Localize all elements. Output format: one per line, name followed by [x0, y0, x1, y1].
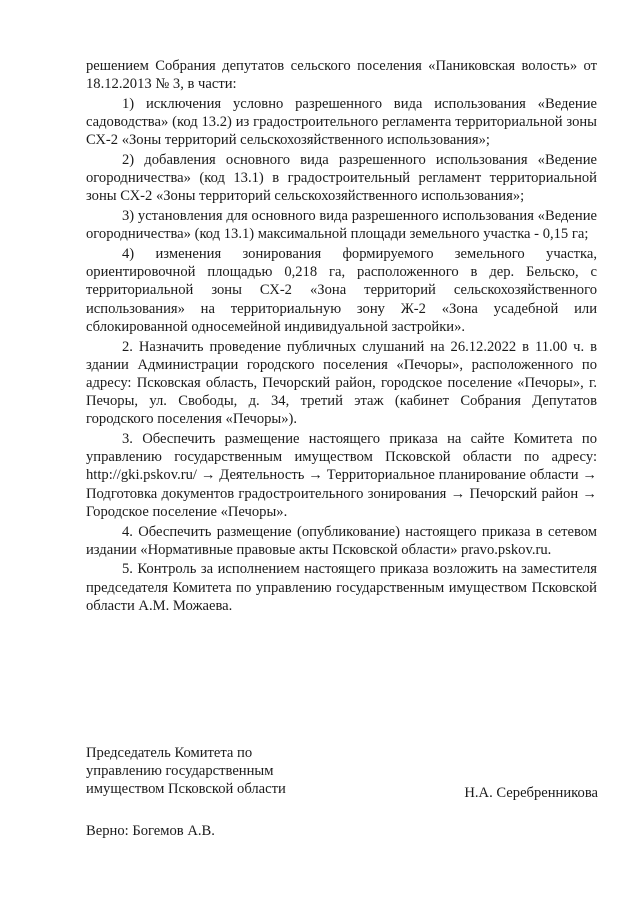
paragraph-intro: решением Собрания депутатов сельского поселения «Паниковская волость» от 18.12.2013 № 3, в части:: [86, 58, 597, 93]
document-body: [86, 57, 597, 617]
clause-3: 3. Обеспечить размещение настоящего приказа на сайте Комитета по управлению государственным имуществом Псковской области по адресу: http://gki.pskov.ru/ → Деятельность → Территориальное планирование области → Подготовка документов градостроительного зонирования → Печорский район → Городское поселение «Печоры».: [86, 431, 597, 520]
signatory-name: Н.А. Серебренникова: [464, 785, 598, 801]
clause-5: 5. Контроль за исполнением настоящего приказа возложить на заместителя председателя Комитета по управлению государственным имуществом Псковской области А.М. Можаева.: [86, 561, 597, 614]
list-item-1: 1) исключения условно разрешенного вида использования «Ведение садоводства» (код 13.2) из градостроительного регламента территориальной зоны СХ-2 «Зоны территорий сельскохозяйственного использования»;: [86, 95, 597, 149]
list-item-2: 2) добавления основного вида разрешенного использования «Ведение огородничества» (код 13.1) в градостроительный регламент территориальной зоны СХ-2 «Зоны территорий сельскохозяйственного использования»;: [86, 152, 597, 205]
signatory-title-line: управлению государственным: [86, 763, 274, 779]
clause-2: 2. Назначить проведение публичных слушаний на 26.12.2022 в 11.00 ч. в здании Администрации городского поселения «Печоры», расположенного по адресу: Псковская область, Печорский район, городское поселение «Печоры», г. Печоры, ул. Свободы, д. 34, третий этаж (кабинет Собрания Депутатов городского поселения «Печоры»).: [86, 338, 597, 428]
signature-block: [86, 744, 598, 801]
signatory-title-line: Председатель Комитета по: [86, 745, 253, 761]
clause-4: 4. Обеспечить размещение (опубликование) настоящего приказа в сетевом издании «Нормативные правовые акты Псковской области» pravo.pskov.ru.: [86, 523, 597, 558]
signatory-title-line: имуществом Псковской области: [86, 781, 286, 797]
list-item-4: 4) изменения зонирования формируемого земельного участка, ориентировочной площадью 0,218 га, расположенного в дер. Бельско, с территориальной зоны СХ-2 «Зона территорий сельскохозяйственного использования» на территориальную зону Ж-2 «Зона усадебной или сблокированной односемейной индивидуальной застройки».: [86, 246, 597, 335]
certified-copy-note: Верно: Богемов А.В.: [86, 823, 215, 839]
list-item-3: 3) установления для основного вида разрешенного использования «Ведение огородничества» (код 13.1) максимальной площади земельного участка - 0,15 га;: [86, 208, 597, 243]
